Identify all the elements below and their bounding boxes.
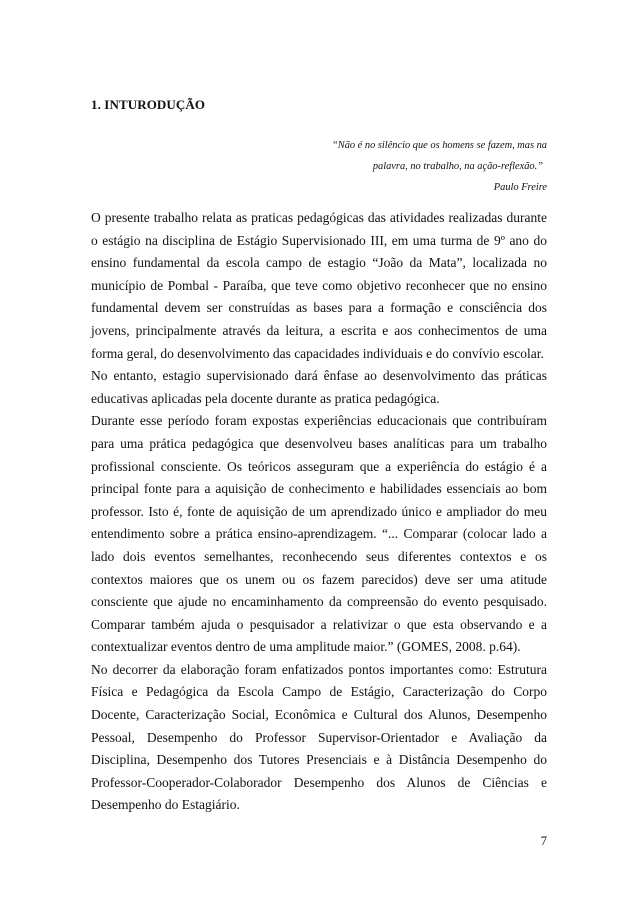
body-text	[91, 207, 547, 817]
page-number: 7	[540, 834, 547, 848]
epigraph-line-2: palavra, no trabalho, na ação-reflexão.”	[372, 161, 543, 172]
paragraph-2: No entanto, estagio supervisionado dará ênfase ao desenvolvimento das práticas educativas aplicadas pela docente durante as pratica pedagógica.	[91, 368, 547, 406]
epigraph-line-1: “Não é no silêncio que os homens se fazem, mas na	[331, 140, 547, 151]
paragraph-3: Durante esse período foram expostas experiências educacionais que contribuíram para uma prática pedagógica que desenvolveu bases analíticas para um trabalho profissional consciente. Os teóricos asseguram que a experiência do estágio é a principal fonte para a aquisição de conhecimento e habilidades essenciais ao bom professor. Isto é, fonte de aquisição de um aprendizado único e ampliador do meu entendimento sobre a prática ensino-aprendizagem. “... Comparar (colocar lado a lado dois eventos semelhantes, reconhecendo seus diferentes contextos e os contextos maiores que os unem ou os fazem parecidos) deve ser uma atitude consciente que ajude no encaminhamento da compreensão do evento pesquisado. Comparar também ajuda o pesquisador a relativizar o que esta observando e a contextualizar eventos dentro de uma amplitude maior.” (GOMES, 2008. p.64).	[91, 413, 547, 655]
paragraph-1: O presente trabalho relata as praticas pedagógicas das atividades realizadas durante o estágio na disciplina de Estágio Supervisionado III, em uma turma de 9º ano do ensino fundamental da escola campo de estagio “João da Mata”, localizada no município de Pombal - Paraíba, que teve como objetivo reconhecer que no ensino fundamental devem ser construídas as bases para a formação e consciência dos jovens, principalmente através da leitura, a escrita e aos conhecimentos de uma forma geral, do desenvolvimento das capacidades individuais e do convívio escolar.	[91, 210, 547, 361]
section-heading: 1. INTURODUÇÃO	[91, 97, 206, 112]
paragraph-4: No decorrer da elaboração foram enfatizados pontos importantes como: Estrutura Física e Pedagógica da Escola Campo de Estágio, Caracterização do Corpo Docente, Caracterização Social, Econômica e Cultural dos Alunos, Desempenho Pessoal, Desempenho do Professor Supervisor-Orientador e Avaliação da Disciplina, Desempenho dos Tutores Presenciais e à Distância Desempenho do Professor-Cooperador-Colaborador Desempenho dos Alunos de Ciências e Desempenho do Estagiário.	[91, 661, 547, 813]
epigraph-author: Paulo Freire	[493, 182, 547, 193]
